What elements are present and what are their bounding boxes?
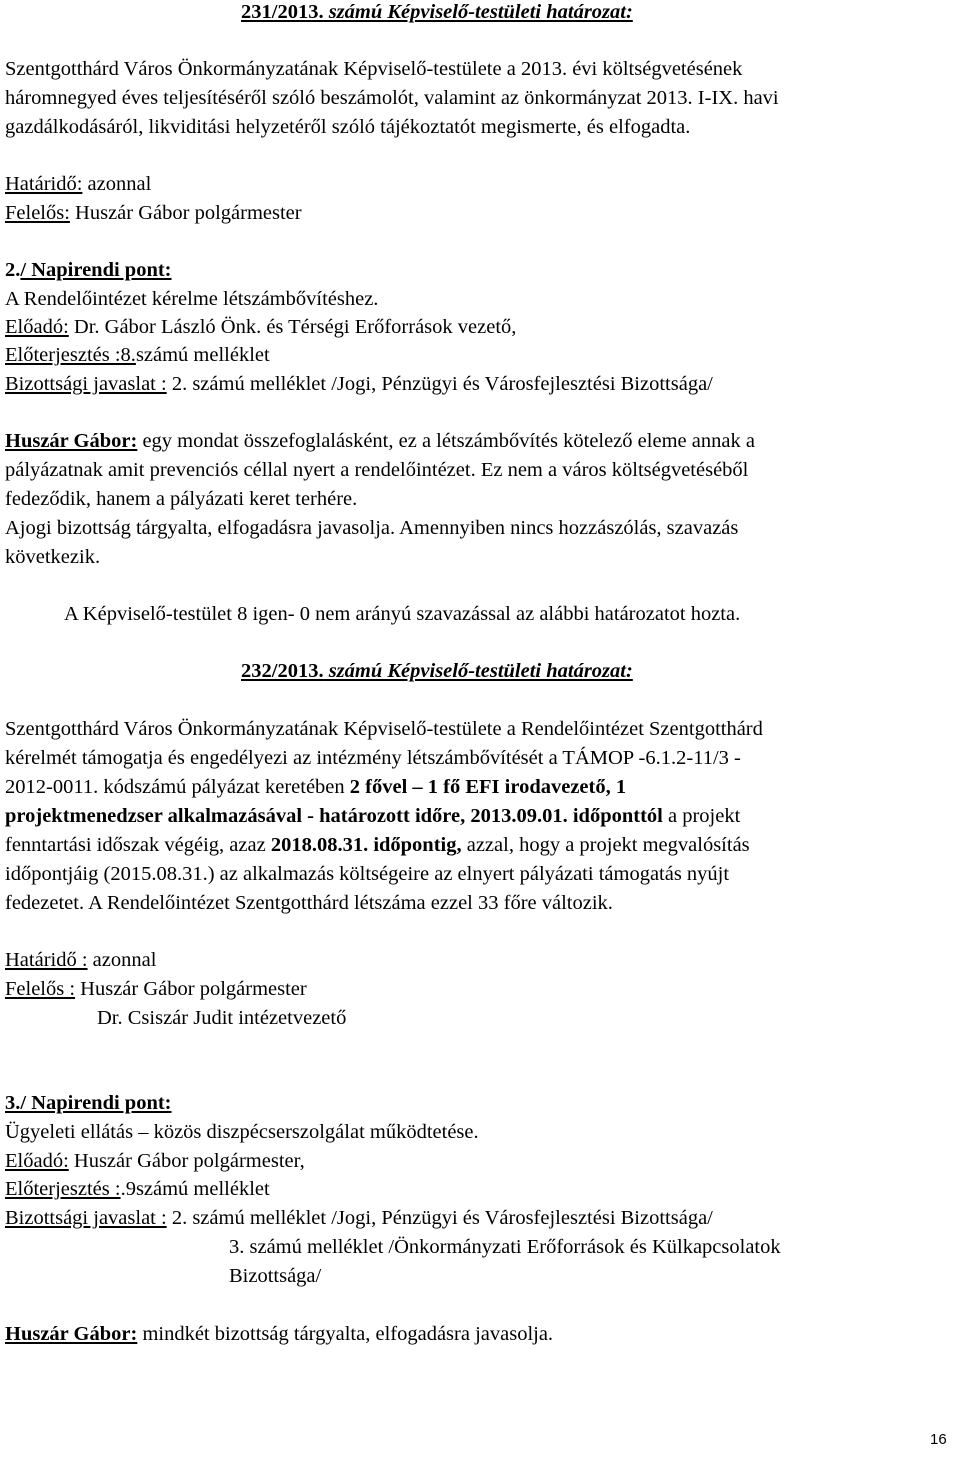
resolution-232-line-2: kérelmét támogatja és engedélyezi az intézmény létszámbővítését a TÁMOP -6.1.2-11/3 - xyxy=(5,747,741,769)
resolution-232-line-4: projektmenedzser alkalmazásával - határozott időre, 2013.09.01. időponttól a projekt xyxy=(5,805,741,827)
resolution-232-line-7: fedezetet. A Rendelőintézet Szentgotthárd létszáma ezzel 33 főre változik. xyxy=(5,892,613,914)
resolution-232-responsible-2: Dr. Csiszár Judit intézetvezető xyxy=(97,1007,347,1029)
resolution-232-line-5: fenntartási időszak végéig, azaz 2018.08.31. időpontig, azzal, hogy a projekt megvalósítás xyxy=(5,834,750,856)
agenda-item-3-presenter: Előadó: Huszár Gábor polgármester, xyxy=(5,1150,305,1172)
resolution-232-line-3: 2012-0011. kódszámú pályázat keretében 2 fővel – 1 fő EFI irodavezető, 1 xyxy=(5,776,627,798)
agenda-item-2-speech-line-4: Ajogi bizottság tárgyalta, elfogadásra javasolja. Amennyiben nincs hozzászólás, szavazás xyxy=(5,517,739,539)
agenda-item-2-vote: A Képviselő-testület 8 igen- 0 nem arányú szavazással az alábbi határozatot hozta. xyxy=(64,603,741,625)
agenda-item-3-committee: Bizottsági javaslat : 2. számú melléklet /Jogi, Pénzügyi és Városfejlesztési Bizottsága/ xyxy=(5,1207,713,1229)
agenda-item-2-speech-line-3: fedeződik, hanem a pályázati keret terhére. xyxy=(5,488,358,510)
agenda-item-2-subject: A Rendelőintézet kérelme létszámbővítéshez. xyxy=(5,288,379,310)
agenda-item-3-subject: Ügyeleti ellátás – közös diszpécserszolgálat működtetése. xyxy=(5,1121,479,1143)
agenda-item-3-heading: 3./ Napirendi pont: xyxy=(5,1092,172,1114)
resolution-231-line-3: gazdálkodásáról, likviditási helyzetéről szóló tájékoztatót megismerte, és elfogadta. xyxy=(5,116,691,138)
agenda-item-2-speech-line-5: következik. xyxy=(5,546,101,568)
agenda-item-2-speech-line-1: Huszár Gábor: egy mondat összefoglalásként, ez a létszámbővítés kötelező eleme annak a xyxy=(5,430,755,452)
page-number: 16 xyxy=(930,1431,947,1448)
agenda-item-3-submission: Előterjesztés :.9számú melléklet xyxy=(5,1178,270,1200)
resolution-232-responsible: Felelős : Huszár Gábor polgármester xyxy=(5,978,307,1000)
resolution-232-title: 232/2013. számú Képviselő-testületi határozat: xyxy=(241,660,633,682)
resolution-231-title: 231/2013. számú Képviselő-testületi határozat: xyxy=(241,1,633,23)
resolution-231-deadline: Határidő: azonnal xyxy=(5,173,152,195)
agenda-item-2-presenter: Előadó: Dr. Gábor László Önk. és Térségi Erőforrások vezető, xyxy=(5,316,517,338)
agenda-item-2-committee: Bizottsági javaslat : 2. számú melléklet /Jogi, Pénzügyi és Városfejlesztési Bizottsága/ xyxy=(5,373,713,395)
resolution-231-responsible: Felelős: Huszár Gábor polgármester xyxy=(5,202,302,224)
resolution-232-deadline: Határidő : azonnal xyxy=(5,949,157,971)
agenda-item-3-speech: Huszár Gábor: mindkét bizottság tárgyalta, elfogadásra javasolja. xyxy=(5,1323,554,1345)
agenda-item-2-heading: 2./ Napirendi pont: xyxy=(5,259,172,281)
resolution-231-line-2: háromnegyed éves teljesítéséről szóló beszámolót, valamint az önkormányzat 2013. I-IX. havi xyxy=(5,87,779,109)
resolution-232-line-1: Szentgotthárd Város Önkormányzatának Képviselő-testülete a Rendelőintézet Szentgotthárd xyxy=(5,718,763,740)
resolution-232-line-6: időpontjáig (2015.08.31.) az alkalmazás költségeire az elnyert pályázati támogatás nyújt xyxy=(5,863,730,885)
resolution-231-line-1: Szentgotthárd Város Önkormányzatának Képviselő-testülete a 2013. évi költségvetésének xyxy=(5,58,743,80)
agenda-item-3-committee-2: 3. számú melléklet /Önkormányzati Erőforrások és Külkapcsolatok xyxy=(229,1236,781,1258)
agenda-item-2-speech-line-2: pályázatnak amit prevenciós céllal nyert a rendelőintézet. Ez nem a város költségvetéséből xyxy=(5,459,749,481)
agenda-item-3-committee-3: Bizottsága/ xyxy=(229,1265,322,1287)
agenda-item-2-submission: Előterjesztés :8.számú melléklet xyxy=(5,344,270,366)
